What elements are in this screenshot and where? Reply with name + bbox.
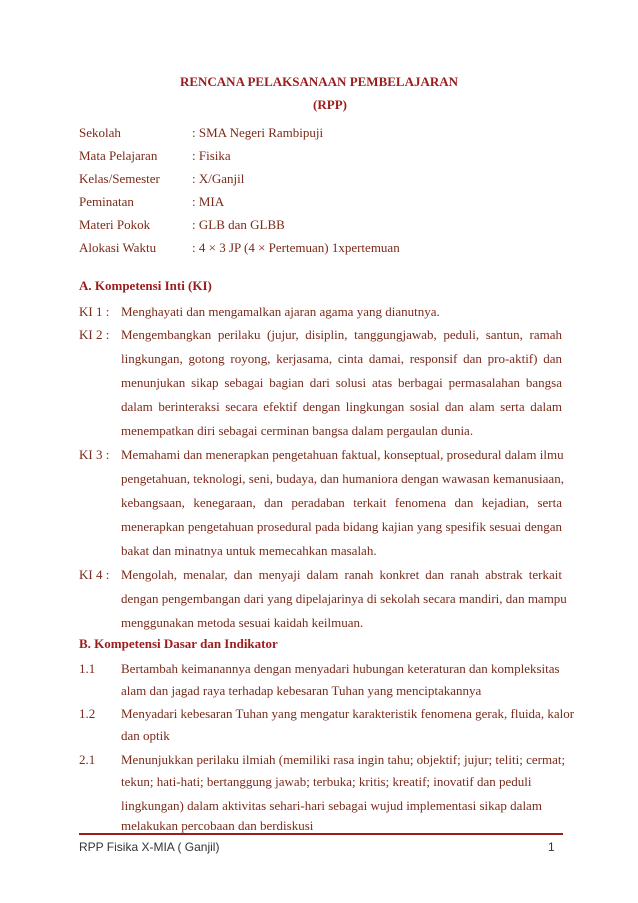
- ki-text-line: lingkungan, gotong royong, kerjasama, cinta damai, responsif dan pro-aktif) dan: [121, 351, 562, 366]
- ki-text-line: menunjukan sikap sebagai bagian dari solusi atas berbagai permasalahan bangsa: [121, 375, 562, 390]
- identity-row: [79, 171, 579, 189]
- identity-row: [79, 148, 579, 166]
- kd-text-line: lingkungan) dalam aktivitas sehari-hari sebagai wujud implementasi sikap dalam: [121, 798, 542, 813]
- kd-text-line: melakukan percobaan dan berdiskusi: [121, 818, 314, 833]
- identity-value: : GLB dan GLBB: [192, 217, 285, 232]
- kd-text-line: tekun; hati-hati; bertanggung jawab; terbuka; kritis; kreatif; inovatif dan peduli: [121, 774, 532, 789]
- identity-key: Mata Pelajaran: [79, 148, 158, 163]
- identity-key: Sekolah: [79, 125, 121, 140]
- identity-value: : X/Ganjil: [192, 171, 245, 186]
- ki-label: KI 1 :: [79, 304, 110, 319]
- identity-row: [79, 217, 579, 235]
- page-number: 1: [548, 840, 555, 854]
- identity-row: [79, 240, 579, 258]
- kd-number: 1.2: [79, 706, 96, 721]
- identity-key: Alokasi Waktu: [79, 240, 157, 255]
- kd-text-line: Menyadari kebesaran Tuhan yang mengatur karakteristik fenomena gerak, fluida, kalor: [121, 706, 575, 721]
- identity-row: [79, 125, 579, 143]
- kd-text-line: alam dan jagad raya terhadap kebesaran Tuhan yang menciptakannya: [121, 683, 482, 698]
- document-title: RENCANA PELAKSANAAN PEMBELAJARAN: [179, 74, 459, 89]
- ki-text-line: Menghayati dan mengamalkan ajaran agama yang dianutnya.: [121, 304, 440, 319]
- kd-text-line: dan optik: [121, 728, 170, 743]
- kd-number: 2.1: [79, 752, 96, 767]
- ki-text-line: menerapkan pengetahuan prosedural pada bidang kajian yang spesifik sesuai dengan: [121, 519, 562, 534]
- identity-key: Materi Pokok: [79, 217, 151, 232]
- ki-text-line: menggunakan metoda sesuai kaidah keilmuan.: [121, 615, 364, 630]
- section-heading-kd: B. Kompetensi Dasar dan Indikator: [79, 636, 278, 651]
- ki-text-line: menempatkan diri sebagai cerminan bangsa dalam pergaulan dunia.: [121, 423, 474, 438]
- ki-text-line: kebangsaan, kenegaraan, dan peradaban terkait fenomena dan kejadian, serta: [121, 495, 562, 510]
- footer-label: RPP Fisika X-MIA ( Ganjil): [79, 840, 220, 854]
- ki-text-line: dengan pengembangan dari yang dipelajarinya di sekolah secara mandiri, dan mampu: [121, 591, 567, 606]
- identity-value: : 4 × 3 JP (4 × Pertemuan) 1xpertemuan: [192, 240, 400, 255]
- identity-key: Peminatan: [79, 194, 134, 209]
- kd-text-line: Bertambah keimanannya dengan menyadari hubungan keteraturan dan kompleksitas: [121, 661, 560, 676]
- ki-text-line: bakat dan minatnya untuk memecahkan masalah.: [121, 543, 377, 558]
- ki-text-line: Mengembangkan perilaku (jujur, disiplin, tanggungjawab, peduli, santun, ramah: [121, 327, 562, 342]
- identity-key: Kelas/Semester: [79, 171, 160, 186]
- ki-text-line: dalam berinteraksi secara efektif dengan lingkungan sosial dan alam serta dalam: [121, 399, 562, 414]
- identity-value: : Fisika: [192, 148, 231, 163]
- ki-text-line: Memahami dan menerapkan pengetahuan faktual, konseptual, prosedural dalam ilmu: [121, 447, 564, 462]
- ki-text-line: Mengolah, menalar, dan menyaji dalam ranah konkret dan ranah abstrak terkait: [121, 567, 562, 582]
- identity-row: [79, 194, 579, 212]
- ki-text-line: pengetahuan, teknologi, seni, budaya, dan humaniora dengan wawasan kemanusiaan,: [121, 471, 564, 486]
- section-heading-ki: A. Kompetensi Inti (KI): [79, 278, 212, 293]
- kd-text-line: Menunjukkan perilaku ilmiah (memiliki rasa ingin tahu; objektif; jujur; teliti; cermat;: [121, 752, 566, 767]
- identity-value: : SMA Negeri Rambipuji: [192, 125, 324, 140]
- identity-value: : MIA: [192, 194, 225, 209]
- kd-number: 1.1: [79, 661, 96, 676]
- document-subtitle: (RPP): [313, 97, 347, 112]
- ki-label: KI 4 :: [79, 567, 110, 582]
- ki-label: KI 2 :: [79, 327, 110, 342]
- ki-label: KI 3 :: [79, 447, 110, 462]
